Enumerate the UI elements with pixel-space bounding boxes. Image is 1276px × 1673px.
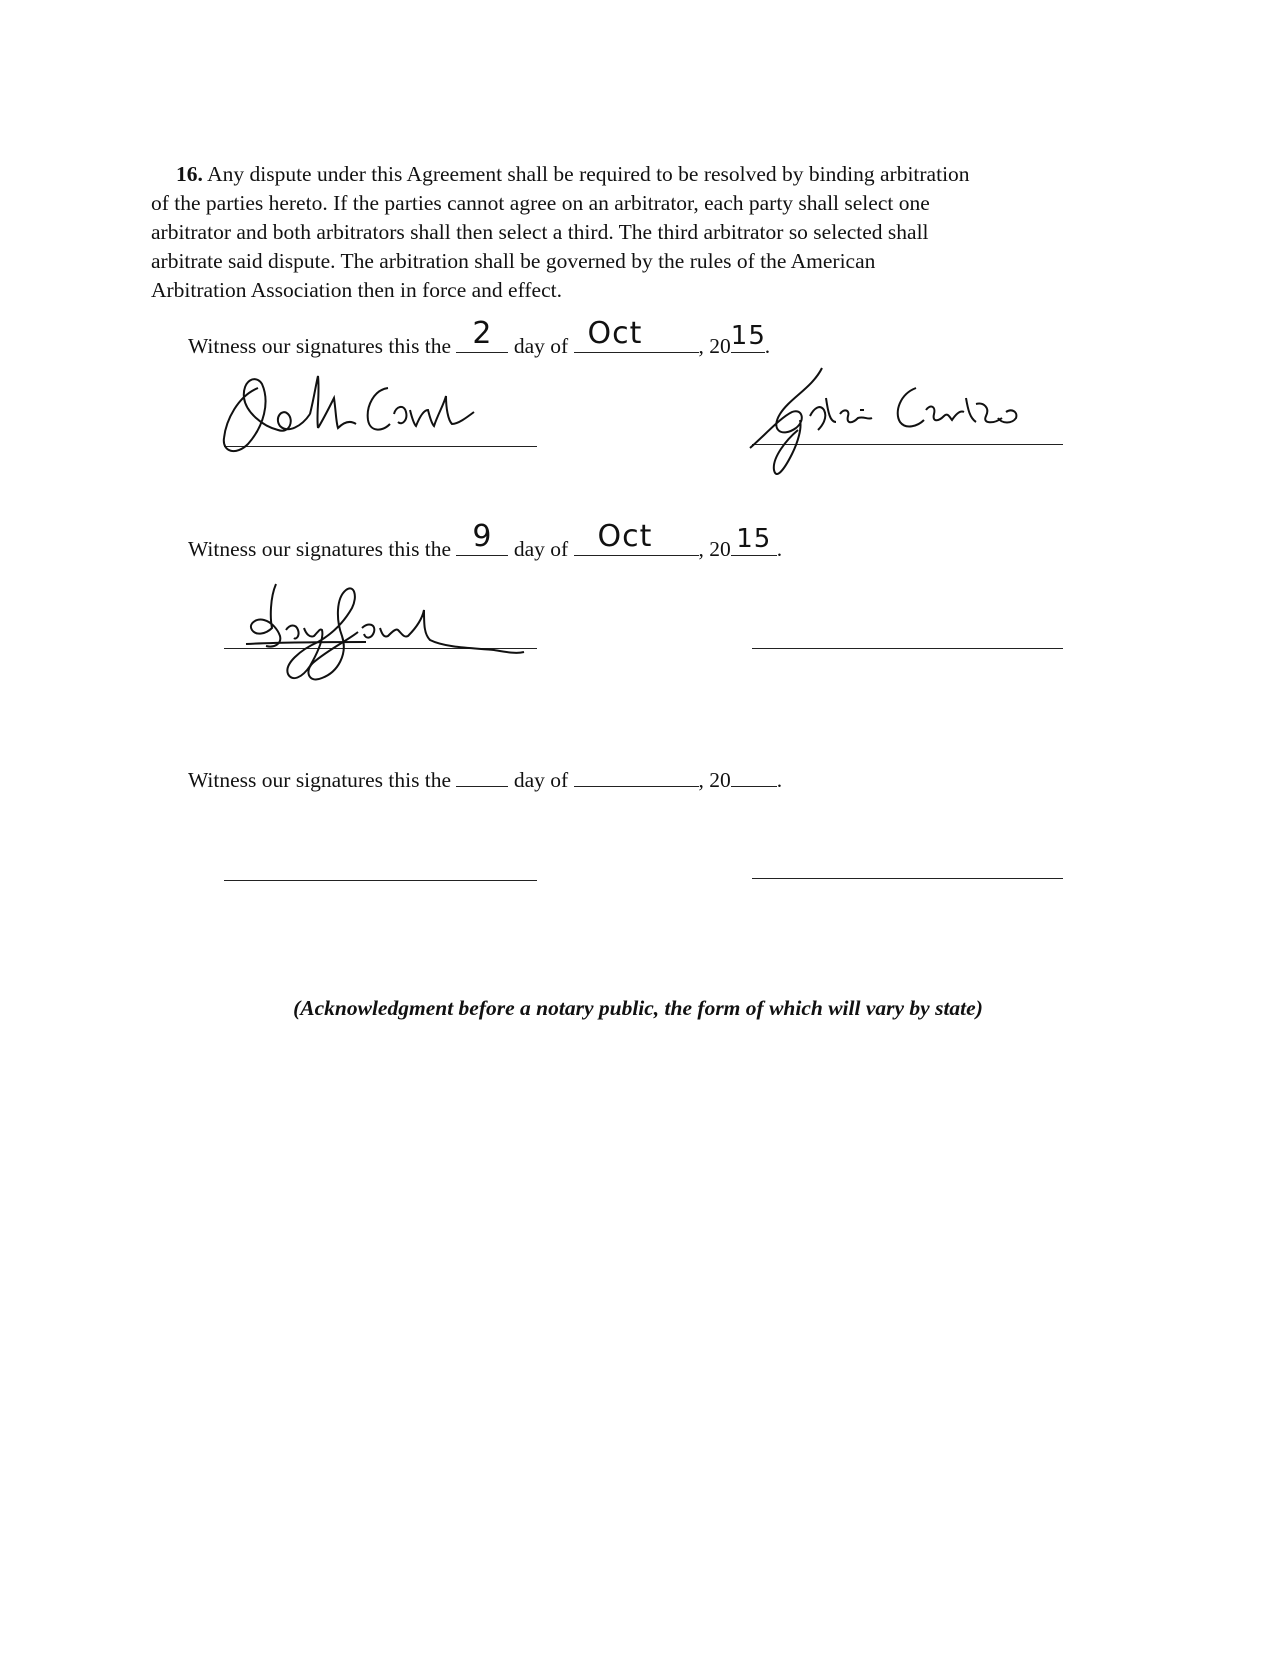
signature-1a — [218, 368, 478, 460]
clause-line-1: 16. Any dispute under this Agreement shall be required to be resolved by binding arbitration — [176, 162, 970, 186]
month-field-2: Oct — [574, 533, 699, 556]
signature-line-3a — [224, 880, 537, 881]
year-field-1: 15 — [730, 321, 766, 351]
day-field-3 — [456, 764, 508, 787]
clause-16 — [151, 160, 1141, 305]
year-field-2: 15 — [731, 533, 777, 556]
signature-line-2b — [752, 648, 1063, 649]
clause-line-2: of the parties hereto. If the parties cannot agree on an arbitrator, each party shall select one — [151, 191, 930, 215]
day-field-2: 9 — [456, 533, 508, 556]
signature-1b — [740, 358, 1040, 488]
acknowledgment-note: (Acknowledgment before a notary public, the form of which will vary by state) — [293, 996, 983, 1020]
clause-line-4: arbitrate said dispute. The arbitration shall be governed by the rules of the American — [151, 249, 876, 273]
month-field-3 — [574, 764, 699, 787]
witness-line-2: Witness our signatures this the 9 day of Oct , 20 15 . — [188, 519, 783, 561]
witness-line-3: Witness our signatures this the day of , 20 . — [188, 764, 782, 793]
day-field-1: 2 — [456, 330, 508, 353]
year-field-3 — [731, 764, 777, 787]
month-field-1: Oct — [574, 330, 699, 353]
clause-number: 16. — [176, 162, 203, 186]
witness-line-1: Witness our signatures this the 2 day of Oct , 20 15 . — [188, 316, 771, 358]
signature-line-3b — [752, 878, 1063, 879]
clause-line-3: arbitrator and both arbitrators shall then select a third. The third arbitrator so selected shall — [151, 220, 929, 244]
clause-line-5: Arbitration Association then in force and effect. — [151, 278, 562, 302]
signature-2a — [226, 578, 546, 688]
